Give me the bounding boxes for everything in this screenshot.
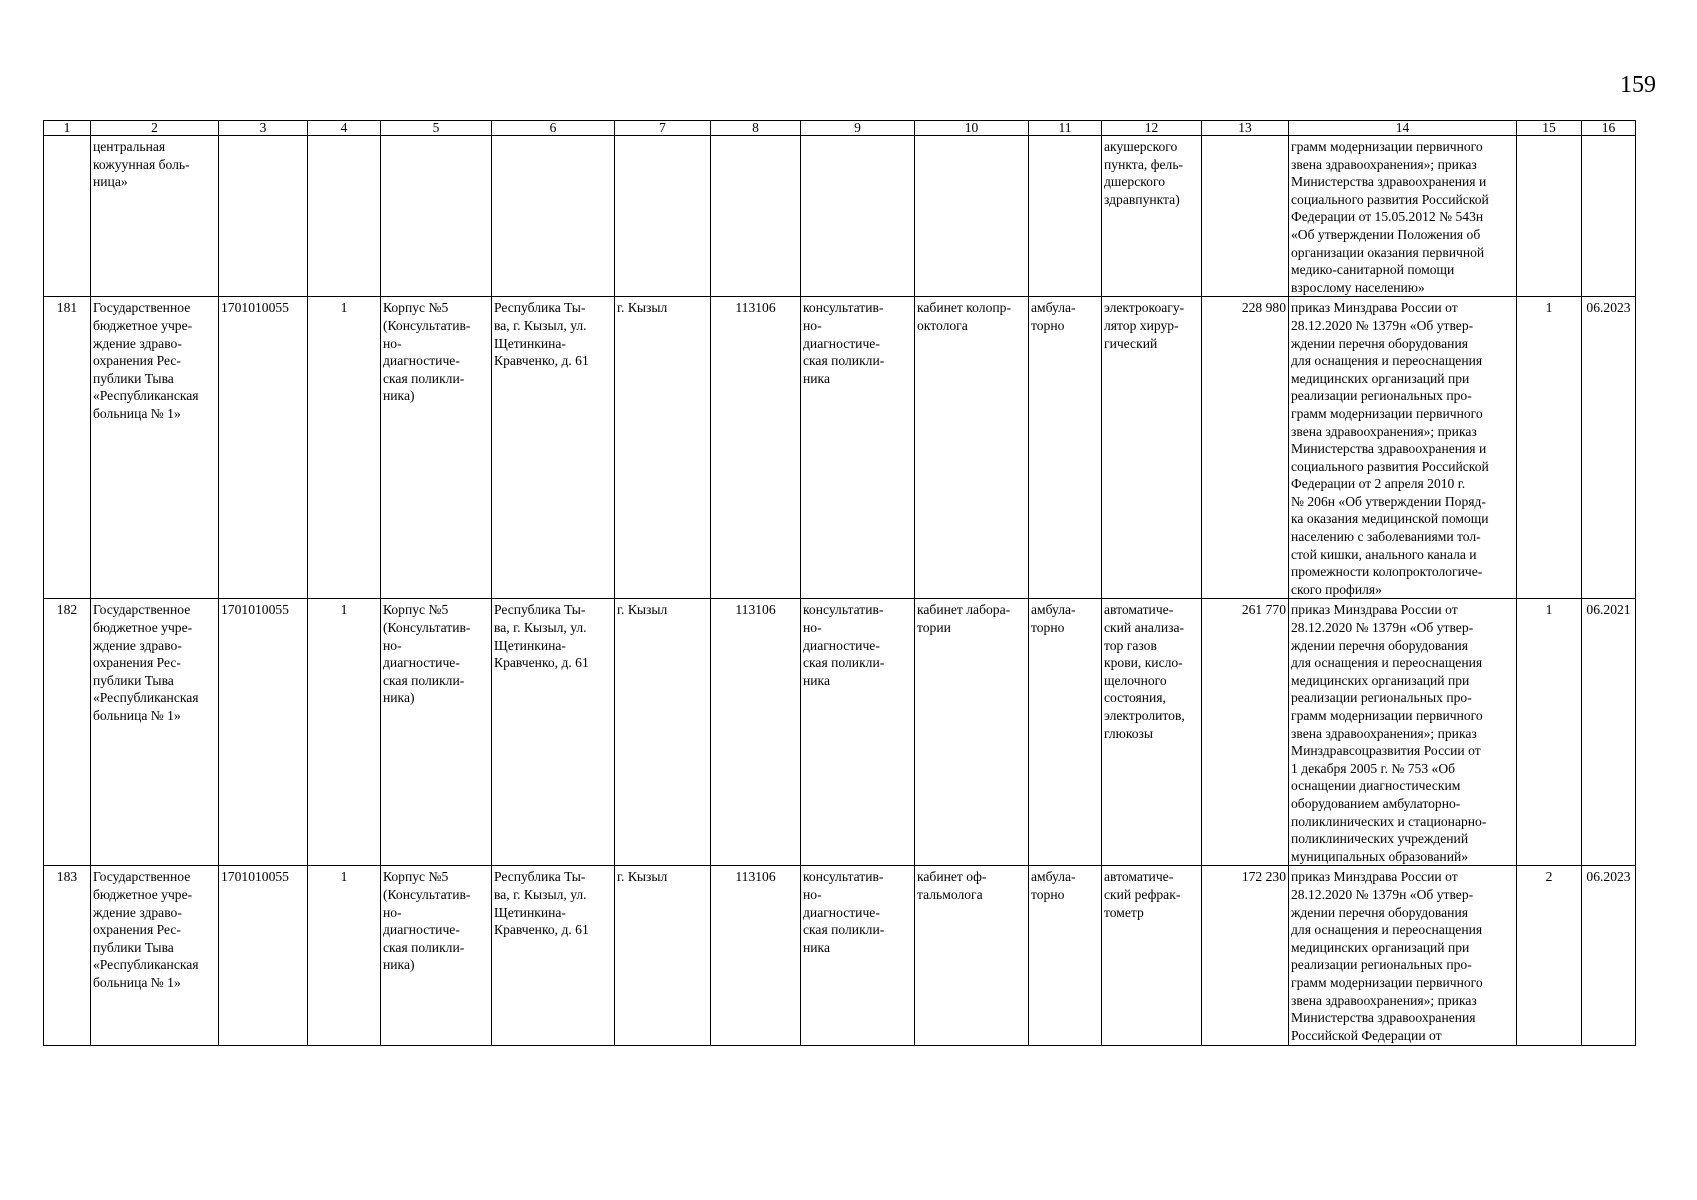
building-name: Корпус №5 (Консультатив- но- диагностиче- ская поликли- ника) bbox=[381, 866, 492, 1046]
equipment-name: электрокоагу- лятор хирур- гический bbox=[1102, 297, 1202, 599]
equipment-table bbox=[43, 120, 1636, 1046]
table-row bbox=[44, 599, 1636, 866]
row-number: 182 bbox=[44, 599, 91, 866]
building-name bbox=[381, 136, 492, 297]
code: 113106 bbox=[711, 599, 801, 866]
inn-code: 1701010055 bbox=[219, 297, 308, 599]
column-4-value: 1 bbox=[308, 599, 381, 866]
code: 113106 bbox=[711, 297, 801, 599]
organization-name: Государственное бюджетное учре- ждение здраво- охранения Рес- публики Тыва «Республиканская больница № 1» bbox=[91, 866, 219, 1046]
column-number-row bbox=[44, 121, 1636, 136]
column-header: 15 bbox=[1517, 121, 1582, 136]
address: Республика Ты- ва, г. Кызыл, ул. Щетинкина- Кравченко, д. 61 bbox=[492, 866, 615, 1046]
address bbox=[492, 136, 615, 297]
quantity bbox=[1517, 136, 1582, 297]
price bbox=[1202, 136, 1289, 297]
row-number: 183 bbox=[44, 866, 91, 1046]
code: 113106 bbox=[711, 866, 801, 1046]
column-4-value: 1 bbox=[308, 297, 381, 599]
unit: консультатив- но- диагностиче- ская поликли- ника bbox=[801, 297, 915, 599]
column-header: 13 bbox=[1202, 121, 1289, 136]
column-header: 1 bbox=[44, 121, 91, 136]
room: кабинет оф- тальмолога bbox=[915, 866, 1029, 1046]
table-row bbox=[44, 866, 1636, 1046]
care-mode: амбула- торно bbox=[1029, 297, 1102, 599]
care-mode: амбула- торно bbox=[1029, 599, 1102, 866]
column-header: 3 bbox=[219, 121, 308, 136]
room: кабинет колопр- октолога bbox=[915, 297, 1029, 599]
unit: консультатив- но- диагностиче- ская поликли- ника bbox=[801, 599, 915, 866]
care-mode: амбула- торно bbox=[1029, 866, 1102, 1046]
organization-name: центральная кожуунная боль- ница» bbox=[91, 136, 219, 297]
column-header: 12 bbox=[1102, 121, 1202, 136]
quantity: 2 bbox=[1517, 866, 1582, 1046]
date: 06.2021 bbox=[1582, 599, 1636, 866]
date bbox=[1582, 136, 1636, 297]
care-mode bbox=[1029, 136, 1102, 297]
unit bbox=[801, 136, 915, 297]
page-number: 159 bbox=[1620, 72, 1656, 98]
column-header: 6 bbox=[492, 121, 615, 136]
price: 228 980 bbox=[1202, 297, 1289, 599]
organization-name: Государственное бюджетное учре- ждение здраво- охранения Рес- публики Тыва «Республиканская больница № 1» bbox=[91, 297, 219, 599]
column-header: 16 bbox=[1582, 121, 1636, 136]
table-row bbox=[44, 297, 1636, 599]
column-header: 5 bbox=[381, 121, 492, 136]
city: г. Кызыл bbox=[615, 866, 711, 1046]
equipment-name: автоматиче- ский рефрак- тометр bbox=[1102, 866, 1202, 1046]
inn-code: 1701010055 bbox=[219, 599, 308, 866]
legal-basis: грамм модернизации первичного звена здравоохранения»; приказ Министерства здравоохранения и социального развития Российской Федерации от 15.05.2012 № 543н «Об утверждении Положения об организации оказания первичной медико-санитарной помощи взрослому населению» bbox=[1289, 136, 1517, 297]
column-4-value: 1 bbox=[308, 866, 381, 1046]
column-header: 2 bbox=[91, 121, 219, 136]
inn-code: 1701010055 bbox=[219, 866, 308, 1046]
column-header: 7 bbox=[615, 121, 711, 136]
price: 261 770 bbox=[1202, 599, 1289, 866]
city bbox=[615, 136, 711, 297]
table-row bbox=[44, 136, 1636, 297]
room: кабинет лабора- тории bbox=[915, 599, 1029, 866]
legal-basis: приказ Минздрава России от 28.12.2020 № 1379н «Об утвер- ждении перечня оборудования для оснащения и переоснащения медицинских организаций при реализации региональных про- грамм модернизации первичного звена здравоохранения»; приказ Министерства здравоохранения Российской Федерации от bbox=[1289, 866, 1517, 1046]
address: Республика Ты- ва, г. Кызыл, ул. Щетинкина- Кравченко, д. 61 bbox=[492, 297, 615, 599]
row-number: 181 bbox=[44, 297, 91, 599]
column-header: 11 bbox=[1029, 121, 1102, 136]
building-name: Корпус №5 (Консультатив- но- диагностиче- ская поликли- ника) bbox=[381, 599, 492, 866]
address: Республика Ты- ва, г. Кызыл, ул. Щетинкина- Кравченко, д. 61 bbox=[492, 599, 615, 866]
legal-basis: приказ Минздрава России от 28.12.2020 № 1379н «Об утвер- ждении перечня оборудования для оснащения и переоснащения медицинских организаций при реализации региональных про- грамм модернизации первичного звена здравоохранения»; приказ Минздравсоцразвития России от 1 декабря 2005 г. № 753 «Об оснащении диагностическим оборудованием амбулаторно- поликлинических и стационарно- поликлинических учреждений муниципальных образований» bbox=[1289, 599, 1517, 866]
code bbox=[711, 136, 801, 297]
column-header: 8 bbox=[711, 121, 801, 136]
city: г. Кызыл bbox=[615, 599, 711, 866]
price: 172 230 bbox=[1202, 866, 1289, 1046]
column-4-value bbox=[308, 136, 381, 297]
quantity: 1 bbox=[1517, 599, 1582, 866]
organization-name: Государственное бюджетное учре- ждение здраво- охранения Рес- публики Тыва «Республиканская больница № 1» bbox=[91, 599, 219, 866]
column-header: 14 bbox=[1289, 121, 1517, 136]
quantity: 1 bbox=[1517, 297, 1582, 599]
column-header: 4 bbox=[308, 121, 381, 136]
equipment-name: акушерского пункта, фель- дшерского здравпункта) bbox=[1102, 136, 1202, 297]
equipment-name: автоматиче- ский анализа- тор газов крови, кисло- щелочного состояния, электролитов, глюкозы bbox=[1102, 599, 1202, 866]
inn-code bbox=[219, 136, 308, 297]
row-number bbox=[44, 136, 91, 297]
legal-basis: приказ Минздрава России от 28.12.2020 № 1379н «Об утвер- ждении перечня оборудования для оснащения и переоснащения медицинских организаций при реализации региональных про- грамм модернизации первичного звена здравоохранения»; приказ Министерства здравоохранения и социального развития Российской Федерации от 2 апреля 2010 г. № 206н «Об утверждении Поряд- ка оказания медицинской помощи населению с заболеваниями тол- стой кишки, анального канала и промежности колопроктологиче- ского профиля» bbox=[1289, 297, 1517, 599]
city: г. Кызыл bbox=[615, 297, 711, 599]
date: 06.2023 bbox=[1582, 297, 1636, 599]
date: 06.2023 bbox=[1582, 866, 1636, 1046]
room bbox=[915, 136, 1029, 297]
column-header: 9 bbox=[801, 121, 915, 136]
building-name: Корпус №5 (Консультатив- но- диагностиче- ская поликли- ника) bbox=[381, 297, 492, 599]
column-header: 10 bbox=[915, 121, 1029, 136]
unit: консультатив- но- диагностиче- ская поликли- ника bbox=[801, 866, 915, 1046]
